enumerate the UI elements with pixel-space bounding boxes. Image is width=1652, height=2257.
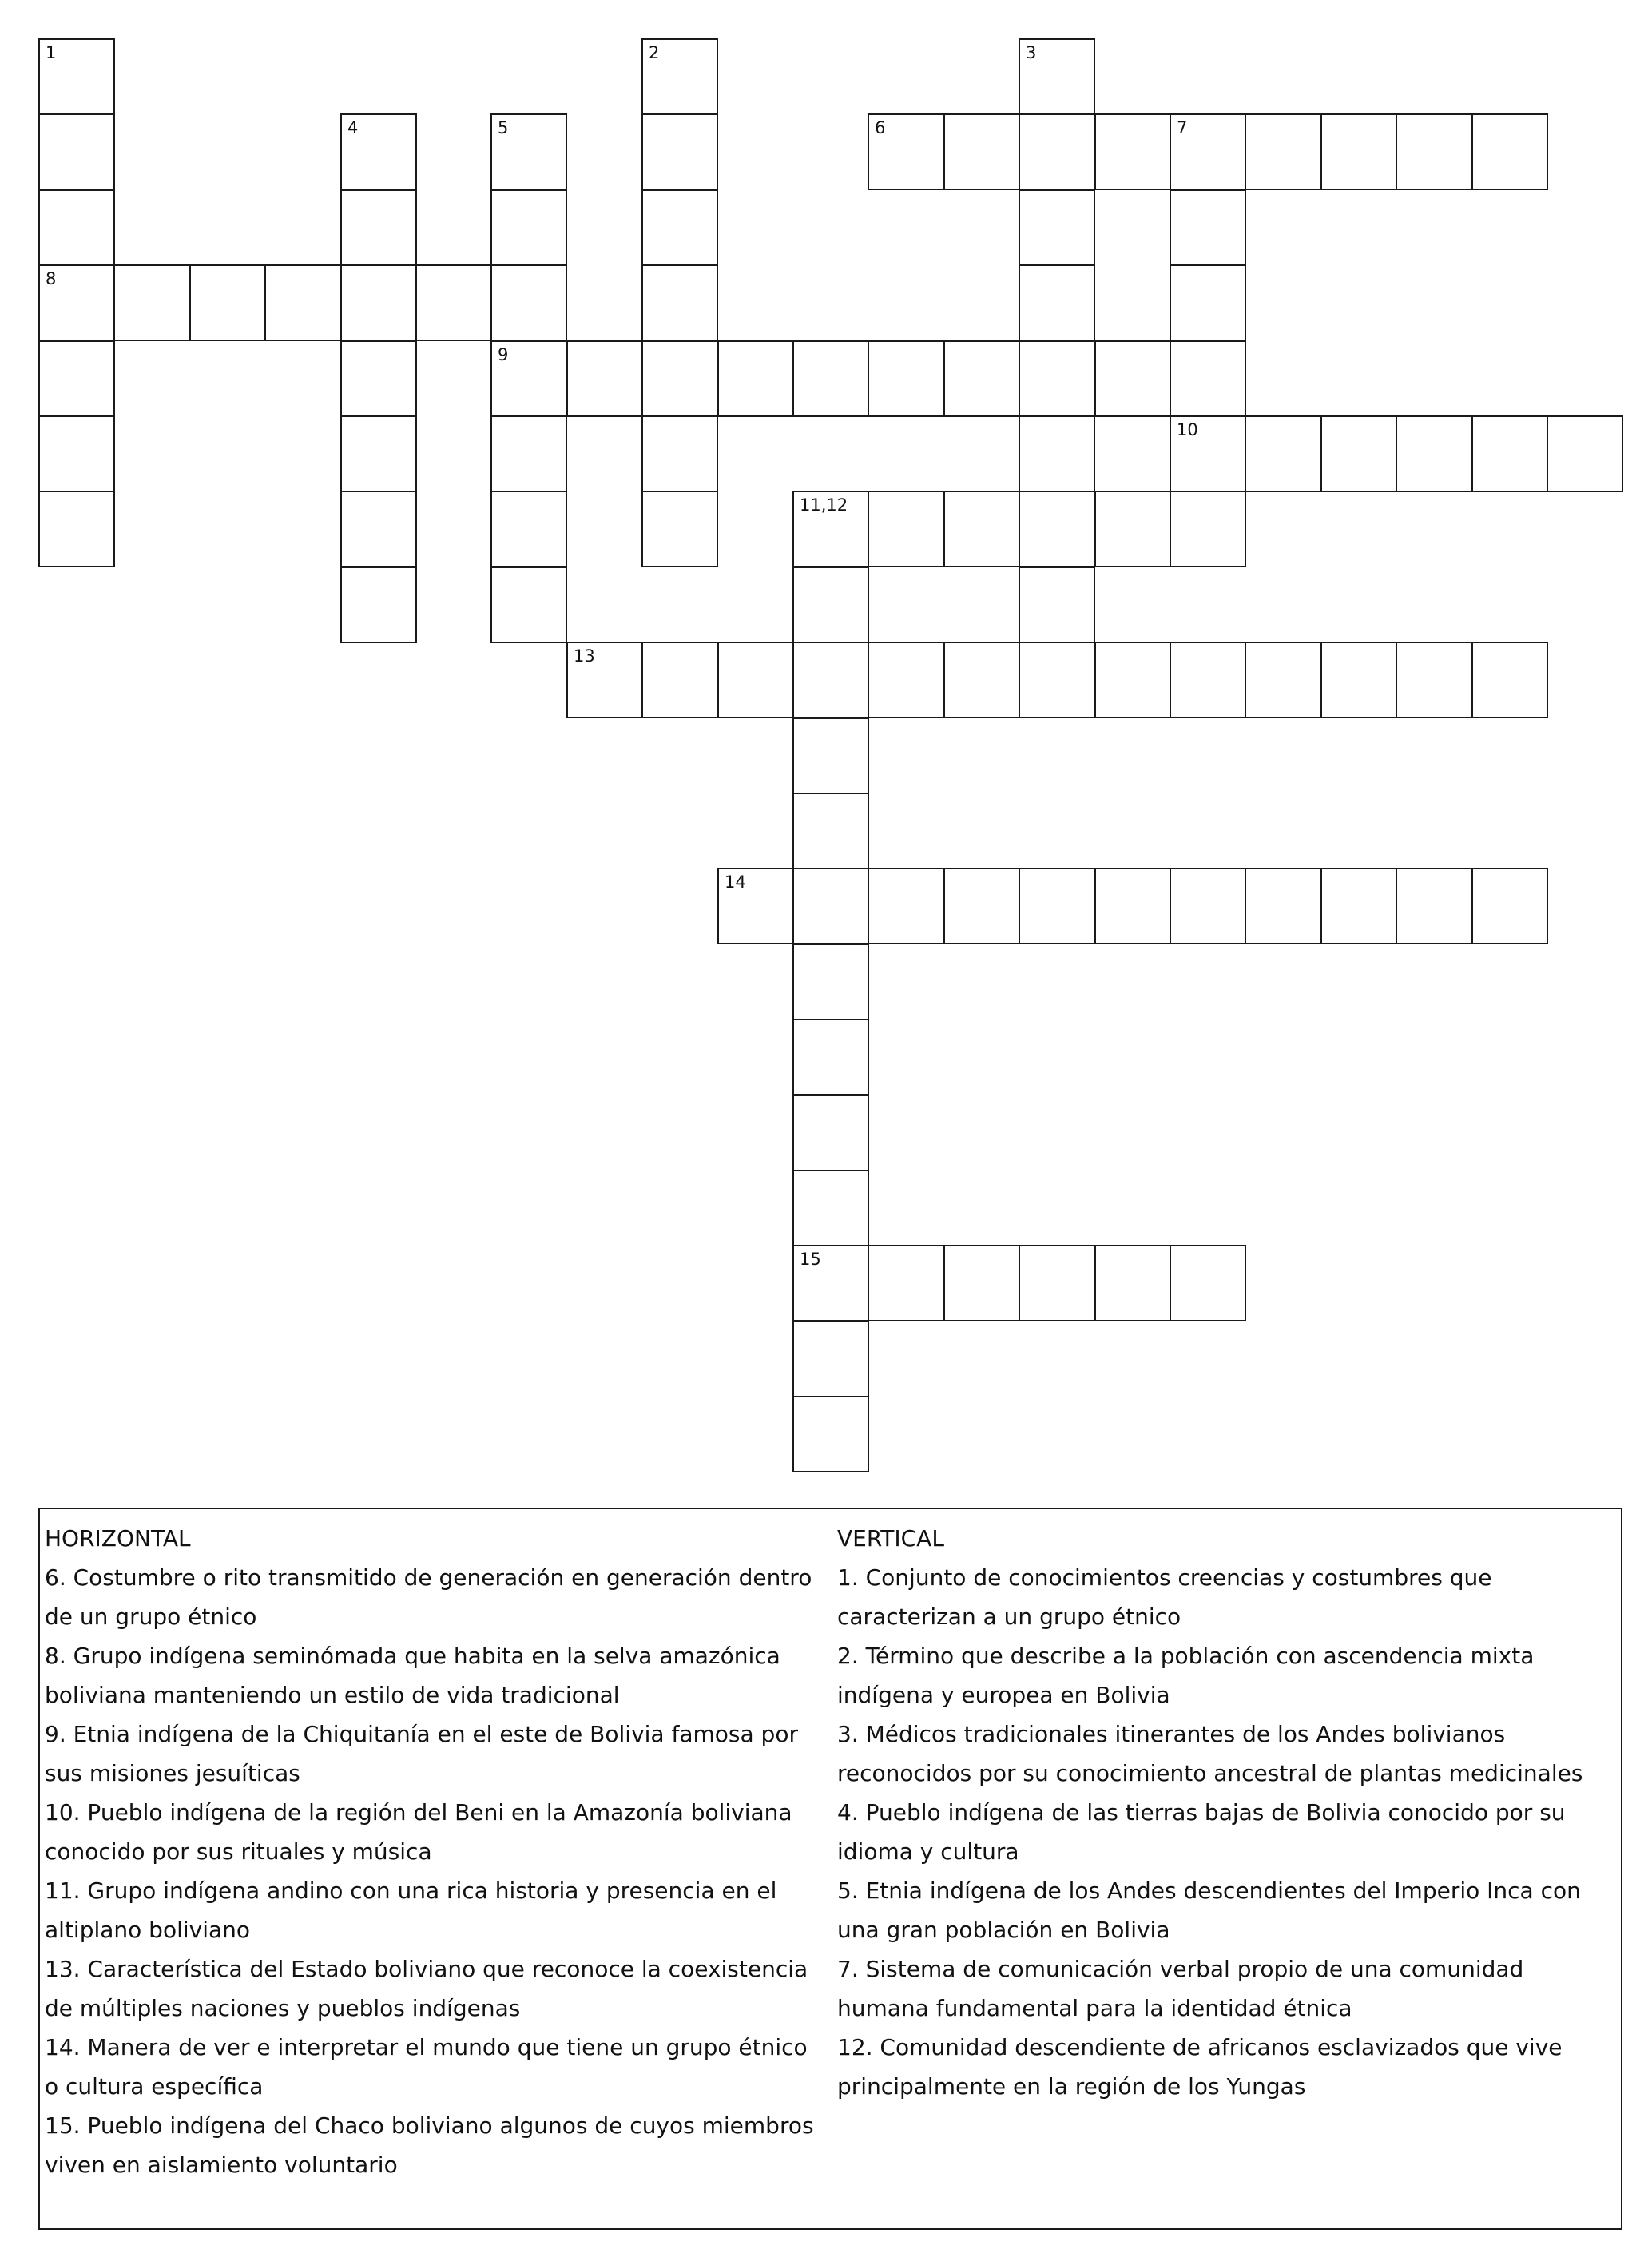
- grid-cell[interactable]: [1320, 113, 1397, 190]
- clue-down-5: 5. Etnia indígena de los Andes descendientes del Imperio Inca con una gran población en Bolivia: [837, 1878, 1581, 1943]
- clue-across-15: 15. Pueblo indígena del Chaco boliviano algunos de cuyos miembros viven en aislamiento voluntario: [45, 2112, 814, 2178]
- grid-cell[interactable]: [1170, 1245, 1246, 1321]
- grid-cell[interactable]: [717, 642, 794, 718]
- clue-number: 7: [1177, 118, 1188, 137]
- grid-cell[interactable]: [1094, 113, 1171, 190]
- grid-cell[interactable]: [943, 340, 1020, 417]
- clue-down-7: 7. Sistema de comunicación verbal propio de una comunidad humana fundamental para la identidad étnica: [837, 1956, 1524, 2021]
- grid-cell[interactable]: [340, 566, 417, 643]
- grid-cell[interactable]: [868, 868, 944, 944]
- grid-cell[interactable]: [1396, 113, 1472, 190]
- grid-cell[interactable]: [340, 415, 417, 492]
- clue-down-3: 3. Médicos tradicionales itinerantes de los Andes bolivianos reconocidos por su conocimiento ancestral de plantas medicinales: [837, 1721, 1583, 1786]
- grid-cell[interactable]: [1019, 642, 1095, 718]
- clue-across-6: 6. Costumbre o rito transmitido de generación en generación dentro de un grupo étnico: [45, 1564, 812, 1630]
- grid-cell[interactable]: [792, 491, 869, 567]
- grid-cell[interactable]: [340, 340, 417, 417]
- grid-cell[interactable]: [490, 264, 567, 341]
- grid-cell[interactable]: [1019, 491, 1095, 567]
- grid-cell[interactable]: [792, 642, 869, 718]
- grid-cell[interactable]: [1170, 189, 1246, 266]
- grid-cell[interactable]: [641, 264, 718, 341]
- grid-cell[interactable]: [38, 340, 115, 417]
- clue-across-8: 8. Grupo indígena seminómada que habita en la selva amazónica boliviana manteniendo un estilo de vida tradicional: [45, 1643, 780, 1708]
- clue-down-4: 4. Pueblo indígena de las tierras bajas de Bolivia conocido por su idioma y cultura: [837, 1799, 1566, 1865]
- grid-cell[interactable]: [490, 415, 567, 492]
- clue-number: 15: [800, 1250, 821, 1269]
- clue-number: 4: [347, 118, 359, 137]
- grid-cell[interactable]: [38, 491, 115, 567]
- grid-cell[interactable]: [490, 340, 567, 417]
- grid-cell[interactable]: [792, 793, 869, 869]
- horizontal-clues: [45, 1519, 824, 2184]
- grid-cell[interactable]: [641, 113, 718, 190]
- clue-across-9: 9. Etnia indígena de la Chiquitanía en el este de Bolivia famosa por sus misiones jesuíticas: [45, 1721, 798, 1786]
- grid-cell[interactable]: [1396, 868, 1472, 944]
- grid-cell[interactable]: [1019, 340, 1095, 417]
- grid-cell[interactable]: [1019, 1245, 1095, 1321]
- clue-number: 3: [1026, 43, 1037, 62]
- grid-cell[interactable]: [490, 189, 567, 266]
- grid-cell[interactable]: [38, 415, 115, 492]
- grid-cell[interactable]: [1396, 415, 1472, 492]
- grid-cell[interactable]: [1170, 642, 1246, 718]
- grid-cell[interactable]: [1170, 264, 1246, 341]
- grid-cell[interactable]: [38, 38, 115, 115]
- grid-cell[interactable]: [1094, 868, 1171, 944]
- grid-cell[interactable]: [792, 1095, 869, 1171]
- grid-cell[interactable]: [792, 1019, 869, 1095]
- grid-cell[interactable]: [868, 642, 944, 718]
- grid-cell[interactable]: [264, 264, 341, 341]
- clue-number: 2: [649, 43, 660, 62]
- vertical-heading: VERTICAL: [837, 1525, 944, 1552]
- grid-cell[interactable]: [1019, 264, 1095, 341]
- grid-cell[interactable]: [1170, 113, 1246, 190]
- clue-across-14: 14. Manera de ver e interpretar el mundo que tiene un grupo étnico o cultura específica: [45, 2034, 808, 2100]
- grid-cell[interactable]: [641, 340, 718, 417]
- grid-cell[interactable]: [1245, 113, 1321, 190]
- clue-across-11: 11. Grupo indígena andino con una rica historia y presencia en el altiplano boliviano: [45, 1878, 777, 1943]
- clue-number: 6: [875, 118, 886, 137]
- grid-cell[interactable]: [717, 340, 794, 417]
- grid-cell[interactable]: [1019, 566, 1095, 643]
- grid-cell[interactable]: [792, 944, 869, 1020]
- grid-cell[interactable]: [943, 113, 1020, 190]
- grid-cell[interactable]: [340, 491, 417, 567]
- grid-cell[interactable]: [792, 717, 869, 794]
- grid-cell[interactable]: [490, 566, 567, 643]
- grid-cell[interactable]: [1170, 415, 1246, 492]
- grid-cell[interactable]: [943, 1245, 1020, 1321]
- clue-number: 5: [498, 118, 509, 137]
- clue-down-12: 12. Comunidad descendiente de africanos esclavizados que vive principalmente en la región de los Yungas: [837, 2034, 1563, 2100]
- grid-cell[interactable]: [868, 340, 944, 417]
- grid-cell[interactable]: [38, 264, 115, 341]
- grid-cell[interactable]: [792, 1321, 869, 1397]
- grid-cell[interactable]: [792, 1396, 869, 1472]
- grid-cell[interactable]: [340, 189, 417, 266]
- grid-cell[interactable]: [1094, 642, 1171, 718]
- grid-cell[interactable]: [1019, 189, 1095, 266]
- clue-number: 1: [46, 43, 57, 62]
- grid-cell[interactable]: [1245, 868, 1321, 944]
- clue-across-10: 10. Pueblo indígena de la región del Beni en la Amazonía boliviana conocido por sus rituales y música: [45, 1799, 792, 1865]
- grid-cell[interactable]: [868, 1245, 944, 1321]
- grid-cell[interactable]: [1170, 491, 1246, 567]
- horizontal-heading: HORIZONTAL: [45, 1525, 191, 1552]
- grid-cell[interactable]: [641, 415, 718, 492]
- grid-cell[interactable]: [1471, 415, 1548, 492]
- grid-cell[interactable]: [415, 264, 492, 341]
- grid-cell[interactable]: [490, 491, 567, 567]
- grid-cell[interactable]: [1170, 868, 1246, 944]
- vertical-clues: [837, 1519, 1616, 2106]
- clue-number: 13: [574, 646, 595, 666]
- grid-cell[interactable]: [566, 642, 643, 718]
- clue-number: 11,12: [800, 495, 848, 515]
- grid-cell[interactable]: [1547, 415, 1623, 492]
- grid-cell[interactable]: [1471, 642, 1548, 718]
- grid-cell[interactable]: [1170, 340, 1246, 417]
- grid-cell[interactable]: [641, 38, 718, 115]
- grid-cell[interactable]: [340, 264, 417, 341]
- grid-cell[interactable]: [1471, 113, 1548, 190]
- grid-cell[interactable]: [38, 113, 115, 190]
- grid-cell[interactable]: [1245, 642, 1321, 718]
- grid-cell[interactable]: [792, 1245, 869, 1321]
- clue-box: [38, 1508, 1622, 2230]
- grid-cell[interactable]: [1245, 415, 1321, 492]
- clue-across-13: 13. Característica del Estado boliviano que reconoce la coexistencia de múltiples naciones y pueblos indígenas: [45, 1956, 808, 2021]
- grid-cell[interactable]: [1094, 340, 1171, 417]
- grid-cell[interactable]: [1094, 491, 1171, 567]
- grid-cell[interactable]: [1019, 113, 1095, 190]
- grid-cell[interactable]: [38, 189, 115, 266]
- grid-cell[interactable]: [566, 340, 643, 417]
- grid-cell[interactable]: [792, 868, 869, 944]
- grid-cell[interactable]: [717, 868, 794, 944]
- grid-cell[interactable]: [641, 642, 718, 718]
- grid-cell[interactable]: [1094, 1245, 1171, 1321]
- clue-number: 8: [46, 269, 57, 288]
- grid-cell[interactable]: [1320, 642, 1397, 718]
- grid-cell[interactable]: [792, 566, 869, 643]
- grid-cell[interactable]: [792, 340, 869, 417]
- grid-cell[interactable]: [943, 642, 1020, 718]
- grid-cell[interactable]: [1396, 642, 1472, 718]
- grid-cell[interactable]: [641, 189, 718, 266]
- clue-number: 14: [725, 872, 746, 892]
- grid-cell[interactable]: [943, 868, 1020, 944]
- grid-cell[interactable]: [943, 491, 1020, 567]
- clue-down-1: 1. Conjunto de conocimientos creencias y costumbres que caracterizan a un grupo étnico: [837, 1564, 1492, 1630]
- grid-cell[interactable]: [868, 491, 944, 567]
- grid-cell[interactable]: [1471, 868, 1548, 944]
- clue-down-2: 2. Término que describe a la población con ascendencia mixta indígena y europea en Bolivia: [837, 1643, 1535, 1708]
- grid-cell[interactable]: [490, 113, 567, 190]
- grid-cell[interactable]: [1320, 415, 1397, 492]
- grid-cell[interactable]: [1019, 415, 1095, 492]
- grid-cell[interactable]: [189, 264, 266, 341]
- grid-cell[interactable]: [868, 113, 944, 190]
- clue-number: 10: [1177, 420, 1198, 439]
- grid-cell[interactable]: [340, 113, 417, 190]
- grid-cell[interactable]: [1019, 868, 1095, 944]
- grid-cell[interactable]: [1019, 38, 1095, 115]
- grid-cell[interactable]: [792, 1170, 869, 1246]
- grid-cell[interactable]: [113, 264, 190, 341]
- grid-cell[interactable]: [641, 491, 718, 567]
- clue-number: 9: [498, 345, 509, 364]
- grid-cell[interactable]: [1320, 868, 1397, 944]
